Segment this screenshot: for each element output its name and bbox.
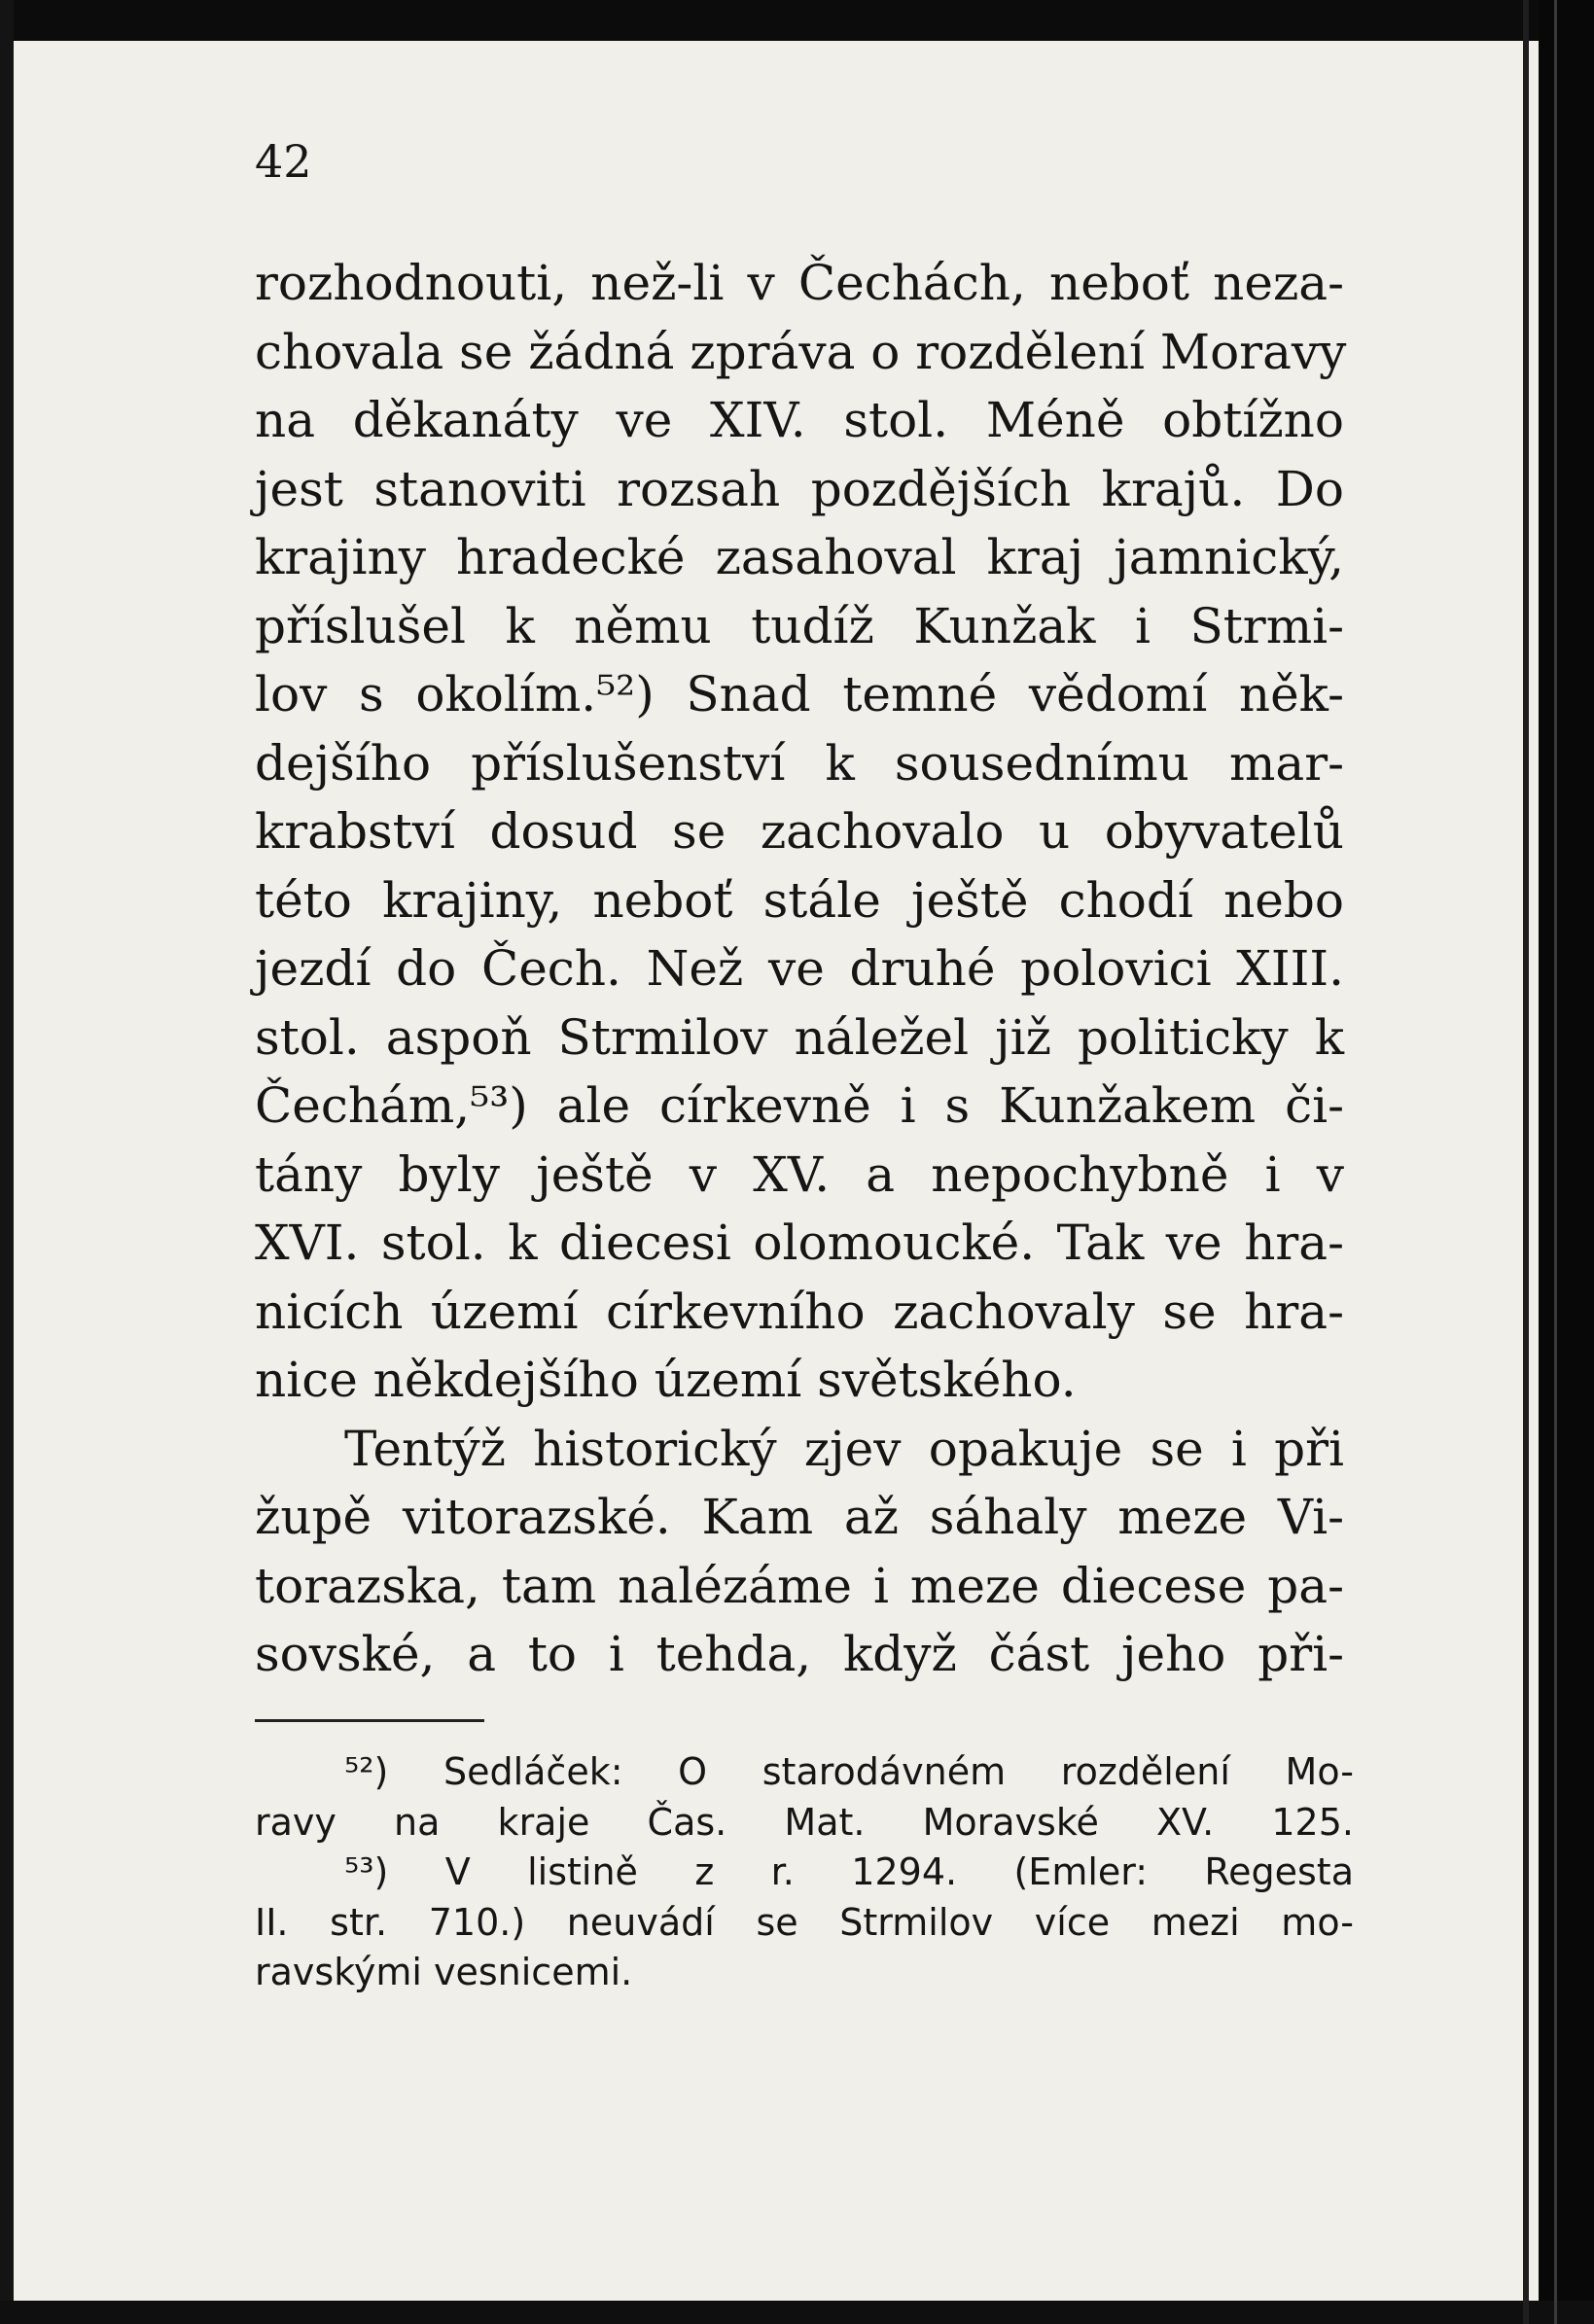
body-line: Čechám,⁵³) ale církevně i s Kunžakem či- [255, 1077, 1344, 1134]
body-line: nice někdejšího území světského. [255, 1352, 1077, 1408]
body-line: župě vitorazské. Kam až sáhaly meze Vi- [255, 1489, 1344, 1545]
scan-edge-left [0, 0, 14, 2324]
footnote-line: ravy na kraje Čas. Mat. Moravské XV. 125. [255, 1800, 1354, 1844]
body-line: chovala se žádná zpráva o rozdělení Moravy [255, 323, 1347, 380]
body-line: rozhodnouti, než-li v Čechách, neboť neza- [255, 255, 1344, 311]
body-line: nicích území církevního zachovaly se hra- [255, 1283, 1344, 1340]
body-line: torazska, tam nalézáme i meze diecese pa- [255, 1557, 1344, 1614]
body-line: sovské, a to i tehda, když část jeho při- [255, 1626, 1344, 1682]
page-number: 42 [255, 135, 312, 188]
body-line: krajiny hradecké zasahoval kraj jamnický, [255, 529, 1344, 585]
scan-edge-right [1539, 0, 1594, 2324]
footnote-line: ⁵²) Sedláček: O starodávném rozdělení Mo- [344, 1750, 1354, 1793]
footnote-line: ⁵³) V listině z r. 1294. (Emler: Regesta [344, 1850, 1354, 1894]
body-line: jezdí do Čech. Než ve druhé polovici XIII. [255, 940, 1344, 997]
footnote-line: ravskými vesnicemi. [255, 1951, 633, 1994]
body-line: lov s okolím.⁵²) Snad temné vědomí něk- [255, 666, 1344, 722]
body-line: příslušel k němu tudíž Kunžak i Strmi- [255, 597, 1344, 654]
body-line: tány byly ještě v XV. a nepochybně i v [255, 1145, 1344, 1203]
body-line: jest stanoviti rozsah pozdějších krajů. Do [255, 460, 1344, 517]
body-line: XVI. stol. k diecesi olomoucké. Tak ve hra- [255, 1215, 1344, 1271]
body-line: stol. aspoň Strmilov náležel již politicky k [255, 1008, 1344, 1066]
binding-gutter [1523, 0, 1529, 2324]
footnote-line: II. str. 710.) neuvádí se Strmilov více mezi mo- [255, 1900, 1354, 1944]
scan-edge-bottom [0, 2301, 1594, 2324]
footnote-rule [255, 1719, 484, 1722]
binding-gutter-shadow [1554, 0, 1557, 2324]
body-line: dejšího příslušenství k sousednímu mar- [255, 734, 1344, 792]
body-line: na děkanáty ve XIV. stol. Méně obtížno [255, 392, 1344, 448]
scan-edge-top [0, 0, 1594, 41]
body-line: krabství dosud se zachovalo u obyvatelů [255, 803, 1344, 860]
body-line: této krajiny, neboť stále ještě chodí nebo [255, 871, 1344, 929]
body-line: Tentýž historický zjev opakuje se i při [344, 1420, 1344, 1477]
